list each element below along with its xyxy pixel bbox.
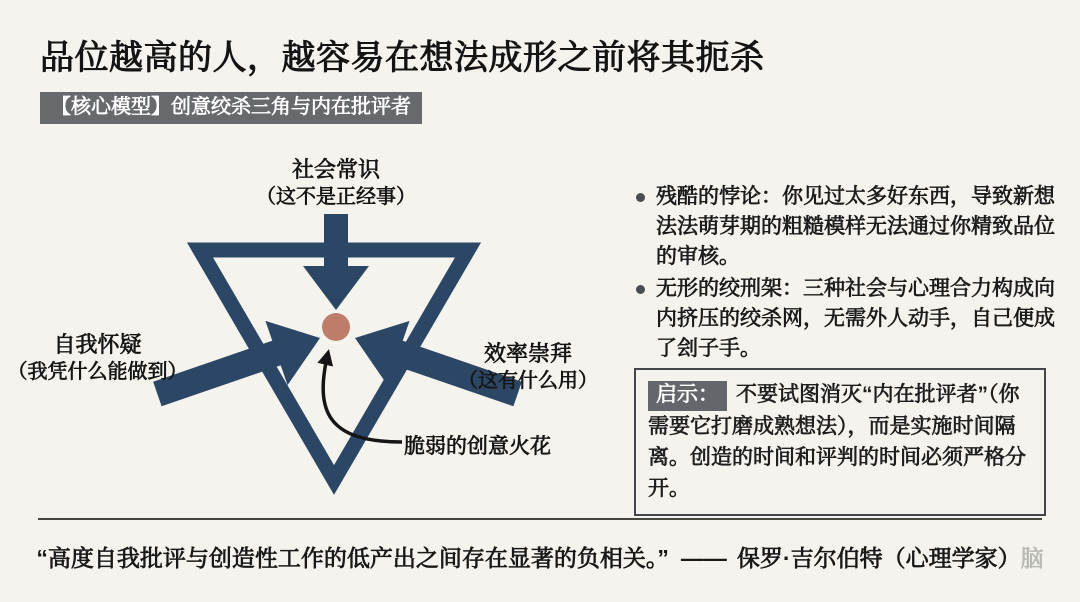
- label-social-common-sense: [186, 158, 486, 209]
- label-text: 社会常识: [291, 157, 380, 182]
- list-item: [636, 182, 1056, 272]
- bullet-body: 你见过太多好东西，导致新想法法萌芽期的粗糙模样无法通过你精致品位的审核。: [656, 185, 1055, 268]
- watermark-text: 脑: [1020, 545, 1044, 571]
- label-efficiency-worship: [428, 342, 628, 393]
- label-self-doubt: [0, 333, 195, 384]
- creative-spark-dot: [322, 313, 350, 341]
- bullet-lead: 无形的绞刑架：: [656, 277, 803, 300]
- list-item: [636, 274, 1056, 364]
- bullet-text: [656, 182, 1056, 272]
- insight-badge: 启示：: [648, 381, 727, 411]
- bullet-body: 三种社会与心理合力构成向内挤压的绞杀网，无需外人动手，自己便成了刽子手。: [656, 277, 1055, 360]
- key-points-list: [636, 182, 1056, 366]
- model-badge: 【核心模型】创意绞杀三角与内在批评者: [40, 92, 422, 124]
- insight-text: 不要试图消灭“内在批评者”（你需要它打磨成熟想法），而是实施时间隔离。创造的时间和评判的时间必须严格分开。: [648, 383, 1026, 500]
- bullet-text: [656, 274, 1056, 364]
- footer-divider: [38, 518, 1042, 520]
- insight-box: [634, 368, 1046, 516]
- quote-author: 保罗·吉尔伯特（心理学家）: [736, 545, 1021, 571]
- label-subtext: （这不是正经事）: [256, 186, 416, 208]
- label-fragile-spark: 脆弱的创意火花: [404, 435, 551, 458]
- top-pressure-arrow: [303, 214, 369, 310]
- label-text: 效率崇拜: [483, 341, 572, 366]
- quote-text: “高度自我批评与创造性工作的低产出之间存在显著的负相关。”: [36, 545, 669, 571]
- page-title: 品位越高的人，越容易在想法成形之前将其扼杀: [40, 39, 765, 77]
- bullet-dot: [636, 285, 645, 294]
- label-text: 自我怀疑: [53, 332, 142, 357]
- label-subtext: （这有什么用）: [458, 370, 598, 392]
- bullet-dot: [636, 193, 645, 202]
- bullet-lead: 残酷的悖论：: [656, 185, 782, 208]
- strangle-triangle-diagram: [0, 150, 630, 510]
- label-subtext: （我凭什么能做到）: [7, 361, 188, 383]
- footer-quote: [0, 540, 1080, 573]
- quote-separator: ——: [680, 545, 727, 571]
